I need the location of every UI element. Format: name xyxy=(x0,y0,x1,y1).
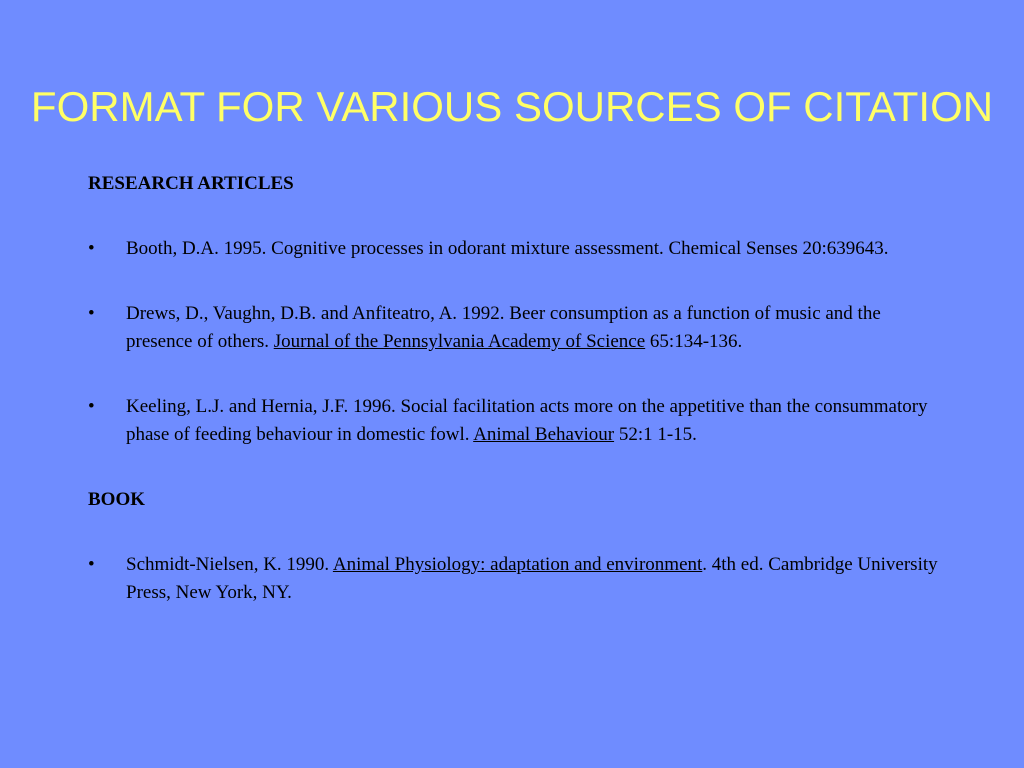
reference-item-booth xyxy=(88,235,948,263)
reference-text-tail: . 4th ed. Cambridge University Press, New York, NY. xyxy=(126,554,938,603)
bullet-icon: • xyxy=(88,238,95,259)
reference-text: Booth, D.A. 1995. Cognitive processes in odorant mixture assessment. Chemical Senses 20:639643. xyxy=(126,238,889,259)
section-heading-book: BOOK xyxy=(88,489,146,510)
bullet-icon: • xyxy=(88,554,95,575)
reference-text: Drews, D., Vaughn, D.B. and Anfiteatro, A. 1992. Beer consumption as a function of music and the presence of others. xyxy=(126,303,881,352)
reference-text: Schmidt-Nielsen, K. 1990. xyxy=(126,554,333,575)
bullet-icon: • xyxy=(88,396,95,417)
reference-text-tail: 65:134-136. xyxy=(645,331,743,352)
slide-body xyxy=(88,170,948,607)
reference-source-title: Animal Physiology: adaptation and environment xyxy=(332,554,703,575)
reference-source-title: Journal of the Pennsylvania Academy of Science xyxy=(273,331,646,352)
bullet-icon: • xyxy=(88,303,95,324)
section-heading-research-articles: RESEARCH ARTICLES xyxy=(88,173,294,194)
reference-item-drews xyxy=(88,300,948,356)
slide-title: FORMAT FOR VARIOUS SOURCES OF CITATION xyxy=(30,83,994,130)
reference-source-title: Animal Behaviour xyxy=(473,424,615,445)
reference-item-schmidt-nielsen xyxy=(88,551,948,607)
reference-text: Keeling, L.J. and Hernia, J.F. 1996. Social facilitation acts more on the appetitive than the consummatory phase of feeding behaviour in domestic fowl. xyxy=(126,396,928,445)
reference-text-tail: 52:1 1-15. xyxy=(614,424,697,445)
reference-item-keeling xyxy=(88,393,948,449)
